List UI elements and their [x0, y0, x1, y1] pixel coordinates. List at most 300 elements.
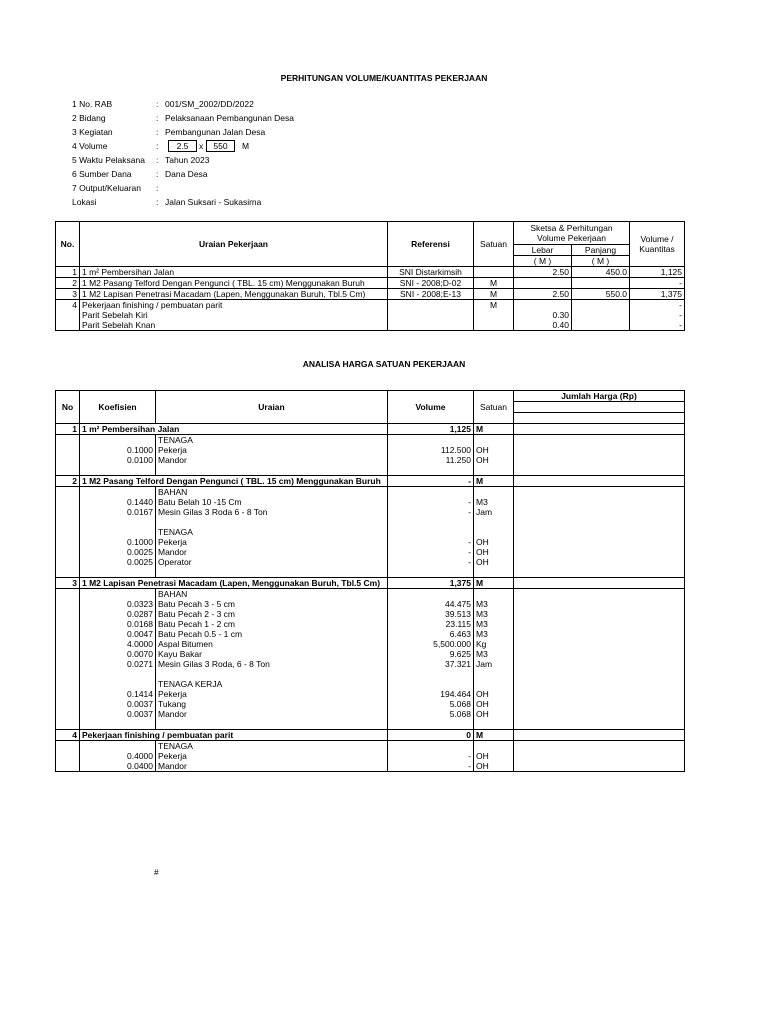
section-title: ANALISA HARGA SATUAN PEKERJAAN: [302, 359, 466, 369]
cell-sat: M: [474, 300, 514, 311]
item-row: [56, 659, 685, 669]
cell-volume: -: [388, 761, 474, 772]
cell-jumlah: [514, 557, 685, 567]
cell-satuan: [474, 719, 514, 730]
cell-jumlah: [514, 659, 685, 669]
cell-satuan: [474, 679, 514, 689]
cell-volume: -: [388, 751, 474, 761]
cell-satuan: OH: [474, 547, 514, 557]
info-value: Dana Desa: [165, 169, 208, 179]
cell-jumlah: [514, 517, 685, 527]
cell-no: 2: [56, 476, 80, 487]
cell-volume: 6.463: [388, 629, 474, 639]
cell-koefisien: [80, 669, 156, 679]
cell-koefisien: 0.0400: [80, 761, 156, 772]
cell-no: [56, 599, 80, 609]
cell-uraian: Tukang: [156, 699, 388, 709]
item-row: [56, 649, 685, 659]
info-colon: :: [156, 99, 159, 109]
cell-no: [56, 659, 80, 669]
cell-volume: -: [388, 507, 474, 517]
cell-panjang: [572, 320, 630, 331]
cell-volume: 9.625: [388, 649, 474, 659]
info-colon: :: [156, 113, 159, 123]
cell-no: 1: [56, 424, 80, 435]
cell-uraian: Batu Pecah 0.5 - 1 cm: [156, 629, 388, 639]
cell-uraian: 1 m² Pembersihan Jalan: [80, 267, 388, 278]
volume-times: x: [199, 141, 204, 151]
cell-koefisien: 0.0025: [80, 547, 156, 557]
info-label: 6 Sumber Dana: [72, 169, 132, 179]
cell-satuan: M: [474, 730, 514, 741]
cell-volume: 23.115: [388, 619, 474, 629]
cell-volume: [388, 589, 474, 600]
cell-no: [56, 320, 80, 331]
cell-jumlah: [514, 599, 685, 609]
cell-uraian: TENAGA: [156, 527, 388, 537]
item-row: [56, 507, 685, 517]
cell-uraian: TENAGA KERJA: [156, 679, 388, 689]
cell-uraian: Mandor: [156, 709, 388, 719]
info-value: Pelaksanaan Pembangunan Desa: [165, 113, 295, 123]
item-row: [56, 527, 685, 537]
cell-volume: [388, 719, 474, 730]
cell-jumlah: [514, 435, 685, 446]
cell-title: Pekerjaan finishing / pembuatan parit: [80, 730, 388, 741]
cell-koefisien: 0.0168: [80, 619, 156, 629]
cell-lebar: 2.50: [514, 267, 572, 278]
cell-no: [56, 689, 80, 699]
cell-title: 1 M2 Lapisan Penetrasi Macadam (Lapen, Menggunakan Buruh, Tbl.5 Cm): [80, 578, 388, 589]
volume-table: [55, 221, 685, 331]
cell-jumlah: [514, 476, 685, 487]
cell-jumlah: [514, 689, 685, 699]
cell-no: [56, 629, 80, 639]
cell-jumlah: [514, 537, 685, 547]
cell-uraian: [156, 669, 388, 679]
cell-no: [56, 537, 80, 547]
col-koefisien: Koefisien: [80, 391, 156, 424]
cell-uraian: BAHAN: [156, 589, 388, 600]
col-satuan: Satuan: [474, 222, 514, 267]
section-row: [56, 424, 685, 435]
cell-uraian: Kayu Bakar: [156, 649, 388, 659]
cell-koefisien: 0.0167: [80, 507, 156, 517]
table-row: [56, 320, 685, 331]
col-volume: Volume: [388, 391, 474, 424]
cell-lebar: 2.50: [514, 289, 572, 300]
cell-volume: [388, 527, 474, 537]
cell-koefisien: [80, 517, 156, 527]
info-value: Jalan Suksari - Sukasirna: [165, 197, 262, 207]
volume-width-box: 2.5: [168, 140, 197, 152]
cell-no: 4: [56, 730, 80, 741]
cell-volume: [388, 741, 474, 752]
cell-no: [56, 669, 80, 679]
col-panjang-unit: ( M ): [572, 256, 630, 267]
cell-jumlah: [514, 589, 685, 600]
cell-vol: 1,375: [630, 289, 685, 300]
cell-volume: 112.500: [388, 445, 474, 455]
cell-no: [56, 699, 80, 709]
section-row: [56, 730, 685, 741]
cell-jumlah: [514, 465, 685, 476]
table-row: [56, 310, 685, 320]
table-row: [56, 289, 685, 300]
cell-volume: -: [388, 537, 474, 547]
info-label: 2 Bidang: [72, 113, 106, 123]
cell-koefisien: [80, 589, 156, 600]
cell-volume: -: [388, 497, 474, 507]
cell-no: [56, 547, 80, 557]
cell-no: [56, 557, 80, 567]
cell-volume: 5,500.000: [388, 639, 474, 649]
item-row: [56, 719, 685, 730]
cell-no: [56, 589, 80, 600]
cell-jumlah: [514, 709, 685, 719]
cell-no: [56, 719, 80, 730]
cell-koefisien: [80, 567, 156, 578]
cell-satuan: OH: [474, 689, 514, 699]
col-volume: Volume / Kuantitas: [630, 222, 685, 267]
info-label: 3 Kegiatan: [72, 127, 113, 137]
cell-satuan: Jam: [474, 659, 514, 669]
section-row: [56, 476, 685, 487]
cell-koefisien: 0.1000: [80, 445, 156, 455]
cell-volume: -: [388, 547, 474, 557]
cell-koefisien: 0.1000: [80, 537, 156, 547]
cell-volume: 37.321: [388, 659, 474, 669]
cell-uraian: TENAGA: [156, 435, 388, 446]
item-row: [56, 455, 685, 465]
col-satuan: Satuan: [474, 391, 514, 424]
cell-no: [56, 609, 80, 619]
item-row: [56, 699, 685, 709]
cell-no: [56, 679, 80, 689]
cell-volume: 1,375: [388, 578, 474, 589]
item-row: [56, 547, 685, 557]
cell-uraian: Pekerja: [156, 689, 388, 699]
cell-no: 3: [56, 578, 80, 589]
col-referensi: Referensi: [388, 222, 474, 267]
item-row: [56, 599, 685, 609]
cell-volume: [388, 487, 474, 498]
cell-uraian: 1 M2 Pasang Telford Dengan Pengunci ( TBL. 15 cm) Menggunakan Buruh: [80, 278, 388, 289]
cell-no: [56, 455, 80, 465]
cell-title: 1 M2 Pasang Telford Dengan Pengunci ( TBL. 15 cm) Menggunakan Buruh: [80, 476, 388, 487]
cell-uraian: Operator: [156, 557, 388, 567]
cell-satuan: OH: [474, 699, 514, 709]
item-row: [56, 487, 685, 498]
cell-uraian: Batu Pecah 1 - 2 cm: [156, 619, 388, 629]
col-lebar-unit: ( M ): [514, 256, 572, 267]
item-row: [56, 445, 685, 455]
cell-satuan: OH: [474, 455, 514, 465]
col-sketsa: Sketsa & Perhitungan Volume Pekerjaan: [514, 222, 630, 245]
cell-sat: [474, 267, 514, 278]
cell-no: 4: [56, 300, 80, 311]
cell-panjang: 450.0: [572, 267, 630, 278]
cell-koefisien: 0.0100: [80, 455, 156, 465]
cell-uraian: [156, 567, 388, 578]
cell-uraian: Pekerja: [156, 445, 388, 455]
cell-volume: [388, 435, 474, 446]
item-row: [56, 435, 685, 446]
cell-vol: 1,125: [630, 267, 685, 278]
item-row: [56, 465, 685, 476]
cell-koefisien: 0.0323: [80, 599, 156, 609]
analysis-table: [55, 390, 685, 772]
cell-uraian: Batu Pecah 2 - 3 cm: [156, 609, 388, 619]
cell-koefisien: 0.0287: [80, 609, 156, 619]
cell-koefisien: 0.0025: [80, 557, 156, 567]
cell-uraian: Mandor: [156, 547, 388, 557]
cell-volume: [388, 679, 474, 689]
cell-volume: 5.068: [388, 709, 474, 719]
info-label: Lokasi: [72, 197, 97, 207]
cell-ref: SNI - 2008;E-13: [388, 289, 474, 300]
cell-no: [56, 639, 80, 649]
cell-satuan: M: [474, 476, 514, 487]
cell-satuan: [474, 435, 514, 446]
cell-uraian: Pekerja: [156, 751, 388, 761]
cell-satuan: Kg: [474, 639, 514, 649]
cell-ref: [388, 310, 474, 320]
cell-volume: [388, 517, 474, 527]
cell-title: 1 m² Pembersihan Jalan: [80, 424, 388, 435]
col-uraian: Uraian: [156, 391, 388, 424]
cell-sat: M: [474, 278, 514, 289]
cell-koefisien: [80, 741, 156, 752]
cell-satuan: Jam: [474, 507, 514, 517]
section-row: [56, 578, 685, 589]
info-value: Tahun 2023: [165, 155, 210, 165]
cell-uraian: [156, 719, 388, 730]
cell-satuan: [474, 527, 514, 537]
cell-lebar: 0.30: [514, 310, 572, 320]
info-colon: :: [156, 183, 159, 193]
item-row: [56, 639, 685, 649]
cell-uraian: [156, 465, 388, 476]
item-row: [56, 557, 685, 567]
info-colon: :: [156, 155, 159, 165]
cell-koefisien: [80, 527, 156, 537]
cell-jumlah: [514, 699, 685, 709]
cell-no: [56, 487, 80, 498]
cell-jumlah: [514, 487, 685, 498]
item-row: [56, 629, 685, 639]
col-no: No.: [56, 222, 80, 267]
cell-satuan: M3: [474, 609, 514, 619]
cell-volume: 0: [388, 730, 474, 741]
cell-koefisien: [80, 487, 156, 498]
cell-uraian: Batu Pecah 3 - 5 cm: [156, 599, 388, 609]
cell-koefisien: [80, 679, 156, 689]
table-row: [56, 267, 685, 278]
cell-no: [56, 751, 80, 761]
col-jumlah: Jumlah Harga (Rp): [514, 391, 685, 402]
cell-koefisien: 0.1414: [80, 689, 156, 699]
cell-uraian: Aspal Bitumen: [156, 639, 388, 649]
info-colon: :: [156, 141, 159, 151]
cell-uraian: BAHAN: [156, 487, 388, 498]
item-row: [56, 679, 685, 689]
item-row: [56, 517, 685, 527]
cell-no: [56, 741, 80, 752]
info-value: Pembangunan Jalan Desa: [165, 127, 266, 137]
cell-no: 1: [56, 267, 80, 278]
item-row: [56, 741, 685, 752]
cell-uraian: Batu Belah 10 -15 Cm: [156, 497, 388, 507]
info-colon: :: [156, 169, 159, 179]
info-label: 5 Waktu Pelaksana: [72, 155, 145, 165]
cell-no: [56, 709, 80, 719]
cell-koefisien: 0.0070: [80, 649, 156, 659]
cell-sat: [474, 310, 514, 320]
cell-koefisien: 0.0037: [80, 709, 156, 719]
item-row: [56, 751, 685, 761]
cell-panjang: [572, 300, 630, 311]
cell-uraian: TENAGA: [156, 741, 388, 752]
cell-koefisien: 0.0271: [80, 659, 156, 669]
cell-jumlah: [514, 679, 685, 689]
cell-satuan: OH: [474, 557, 514, 567]
cell-koefisien: 0.1440: [80, 497, 156, 507]
col-uraian: Uraian Pekerjaan: [80, 222, 388, 267]
cell-satuan: M: [474, 424, 514, 435]
cell-sat: M: [474, 289, 514, 300]
volume-unit: M: [242, 141, 250, 151]
cell-ref: SNI - 2008;D-02: [388, 278, 474, 289]
cell-uraian: Mandor: [156, 761, 388, 772]
cell-satuan: M3: [474, 497, 514, 507]
cell-jumlah: [514, 619, 685, 629]
cell-volume: 44.475: [388, 599, 474, 609]
cell-satuan: M3: [474, 629, 514, 639]
col-jumlah-sub2: [514, 413, 685, 424]
cell-satuan: M: [474, 578, 514, 589]
cell-jumlah: [514, 455, 685, 465]
cell-satuan: [474, 517, 514, 527]
cell-volume: [388, 669, 474, 679]
cell-satuan: OH: [474, 761, 514, 772]
item-row: [56, 497, 685, 507]
cell-no: 2: [56, 278, 80, 289]
cell-no: [56, 497, 80, 507]
cell-jumlah: [514, 547, 685, 557]
cell-jumlah: [514, 669, 685, 679]
item-row: [56, 619, 685, 629]
info-value: 001/SM_2002/DD/2022: [165, 99, 254, 109]
cell-no: [56, 435, 80, 446]
cell-jumlah: [514, 497, 685, 507]
cell-koefisien: [80, 719, 156, 730]
item-row: [56, 537, 685, 547]
cell-vol: -: [630, 278, 685, 289]
col-jumlah-sub: [514, 402, 685, 413]
cell-ref: [388, 320, 474, 331]
table-row: [56, 300, 685, 311]
cell-no: [56, 649, 80, 659]
cell-uraian: 1 M2 Lapisan Penetrasi Macadam (Lapen, Menggunakan Buruh, Tbl.5 Cm): [80, 289, 388, 300]
item-row: [56, 689, 685, 699]
cell-volume: -: [388, 476, 474, 487]
cell-satuan: M3: [474, 649, 514, 659]
cell-satuan: [474, 669, 514, 679]
cell-no: [56, 619, 80, 629]
cell-volume: [388, 567, 474, 578]
col-lebar: Lebar: [514, 245, 572, 256]
cell-vol: -: [630, 300, 685, 311]
cell-jumlah: [514, 761, 685, 772]
cell-jumlah: [514, 649, 685, 659]
cell-uraian: [156, 517, 388, 527]
cell-satuan: OH: [474, 751, 514, 761]
item-row: [56, 709, 685, 719]
cell-satuan: OH: [474, 709, 514, 719]
item-row: [56, 567, 685, 578]
cell-volume: 39.513: [388, 609, 474, 619]
item-row: [56, 669, 685, 679]
cell-vol: -: [630, 310, 685, 320]
info-label: 1 No. RAB: [72, 99, 113, 109]
cell-jumlah: [514, 751, 685, 761]
cell-volume: -: [388, 557, 474, 567]
cell-lebar: [514, 278, 572, 289]
cell-ref: SNI Distarkimsih: [388, 267, 474, 278]
cell-jumlah: [514, 578, 685, 589]
cell-satuan: [474, 741, 514, 752]
cell-no: 3: [56, 289, 80, 300]
cell-volume: 1,125: [388, 424, 474, 435]
cell-ref: [388, 300, 474, 311]
cell-uraian: Parit Sebelah Knan: [80, 320, 388, 331]
cell-no: [56, 507, 80, 517]
cell-uraian: Mesin Gilas 3 Roda, 6 - 8 Ton: [156, 659, 388, 669]
cell-satuan: [474, 567, 514, 578]
cell-uraian: Pekerjaan finishing / pembuatan parit: [80, 300, 388, 311]
cell-satuan: [474, 589, 514, 600]
info-colon: :: [156, 197, 159, 207]
cell-vol: -: [630, 320, 685, 331]
cell-jumlah: [514, 567, 685, 578]
page-title: PERHITUNGAN VOLUME/KUANTITAS PEKERJAAN: [280, 73, 488, 83]
cell-koefisien: [80, 435, 156, 446]
item-row: [56, 761, 685, 772]
cell-jumlah: [514, 609, 685, 619]
cell-no: [56, 310, 80, 320]
cell-volume: 11.250: [388, 455, 474, 465]
cell-satuan: M3: [474, 619, 514, 629]
cell-satuan: [474, 465, 514, 476]
cell-koefisien: 0.0037: [80, 699, 156, 709]
col-no: No: [56, 391, 80, 424]
cell-lebar: 0.40: [514, 320, 572, 331]
cell-volume: [388, 465, 474, 476]
cell-uraian: Mesin Gilas 3 Roda 6 - 8 Ton: [156, 507, 388, 517]
cell-no: [56, 445, 80, 455]
cell-panjang: [572, 278, 630, 289]
footer-mark: #: [154, 867, 159, 877]
cell-satuan: OH: [474, 445, 514, 455]
cell-no: [56, 465, 80, 476]
cell-jumlah: [514, 719, 685, 730]
cell-koefisien: [80, 465, 156, 476]
col-panjang: Panjang: [572, 245, 630, 256]
item-row: [56, 589, 685, 600]
cell-jumlah: [514, 639, 685, 649]
cell-volume: 194.464: [388, 689, 474, 699]
